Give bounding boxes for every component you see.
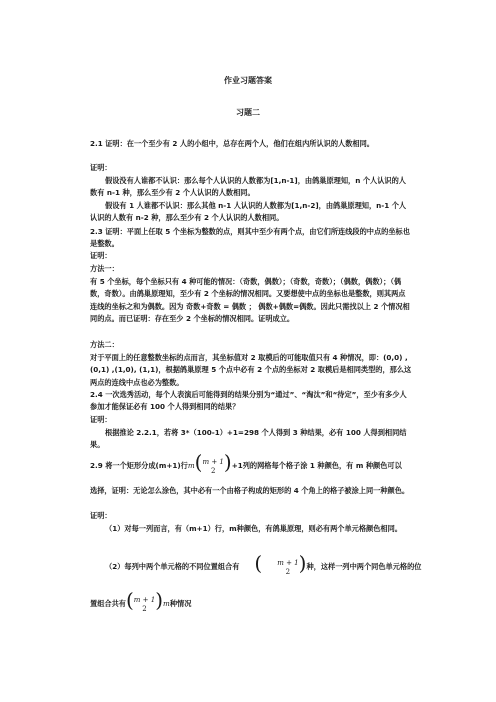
frac-numerator: m + 1 [277,559,299,567]
doc-title: 作业习题答案 [224,76,272,85]
q29-proof-label: 证明： [90,511,112,520]
q29-statement-part-a: 2.9 将一个矩形分成(m+1)行 [90,461,188,470]
q29-point1: （1）对每一列而言，有（m+1）行，m种颜色，有鸽巢原理，则必有两个单元格颜色相同。 [105,524,402,533]
chapter-title: 习题二 [236,108,260,117]
q29-point3-part-b: 种情况 [169,599,192,608]
q23-method2-text: 对于平面上的任意整数坐标的点而言，其坐标值对 2 取模后的可能取值只有 4 种情况，即：(0,0) ,(0,1) ,(1,0), (1,1)，根据鸽巢原理 5 个点中必有 2 个点的坐标对 2 取模后是相同类型的，那么这两点的连线中点也必为整数。 [90,353,412,387]
q29-point2-part-b: 种，这样一列中两个同色单元格的位 [306,562,422,571]
q24-proof-label: 证明： [90,415,112,424]
q21-proof-label: 证明： [90,163,112,172]
frac-denominator: 2 [142,605,147,613]
frac-denominator: 2 [285,568,291,576]
q23-method1-text: 有 5 个坐标，每个坐标只有 4 种可能的情况：（奇数，偶数）；（奇数，奇数）；（偶数，偶数）；（偶数，奇数）。由鸽巢原理知，至少有 2 个坐标的情况相同。又要想使中点的坐标也是整数，则其两点连线的坐标之和为偶数。因为 奇数+奇数 = 偶数 ； 偶数+偶数=偶数。因此只需找以上 2 个情况相同的点。而已证明：存在至少 2 个坐标的情况相同。证明成立。 [90,277,410,323]
q29-point2-part-a: （2）每列中两个单元格的不同位置组合有 [105,562,240,571]
q21-case2: 假设有 1 人谁都不认识：那么其他 n-1 人认识的人数都为[1,n-2]，由鸽巢原理知，n-1 个人认识的人数有 n-2 种，那么至少有 2 个人认识的人数相同。 [90,201,407,223]
q29-statement-line [90,452,412,478]
binomial-formula-2: ( m + 1 2 ) [254,551,307,576]
q29-statement-part-b: +1列的网格每个格子涂 1 种颜色，有 m 种颜色可以 [231,461,402,470]
binomial-formula-3: ( m + 1 2 ) [125,588,163,613]
frac-numerator: m + 1 [133,596,156,604]
q24-text: 根据推论 2.2.1，若将 3*（100-1）+1=298 个人得到 3 种结果，必有 100 人得到相同结果。 [90,428,407,450]
frac-denominator: 2 [210,467,216,475]
q29-statement-cont: 选择，证明：无论怎么涂色，其中必有一个由格子构成的矩形的 4 个角上的格子被涂上同一种颜色。 [90,486,410,495]
q23-statement: 2.3 证明：平面上任取 5 个坐标为整数的点，则其中至少有两个点，由它们所连线段的中点的坐标也是整数。 [90,227,410,249]
q23-method1-label: 方法一： [90,264,119,273]
q23-proof-label: 证明： [90,251,112,260]
q21-case1: 假设没有人谁都不认识：那么每个人认识的人数都为[1,n-1]，由鸽巢原理知，n 个人认识的人数有 n-1 种，那么至少有 2 个人认识的人数相同。 [90,176,406,198]
frac-numerator: m + 1 [202,458,224,466]
q21-statement: 2.1 证明：在一个至少有 2 人的小组中，总存在两个人，他们在组内所认识的人数相同。 [90,139,374,148]
q23-method2-label: 方法二： [90,340,119,349]
q29-point3-line [90,590,412,616]
q29-point2-line [90,551,422,579]
q24-statement: 2.4 一次选秀活动，每个人表演后可能得到的结果分别为“通过”、“淘汰”和“待定”，至少有多少人参加才能保证必有 100 个人得到相同的结果？ [90,390,407,412]
binomial-formula: ( m + 1 2 ) [194,450,232,475]
math-m: m [163,599,170,608]
math-m: m [187,461,195,470]
q29-point3-part-a: 置组合共有 [90,599,126,608]
